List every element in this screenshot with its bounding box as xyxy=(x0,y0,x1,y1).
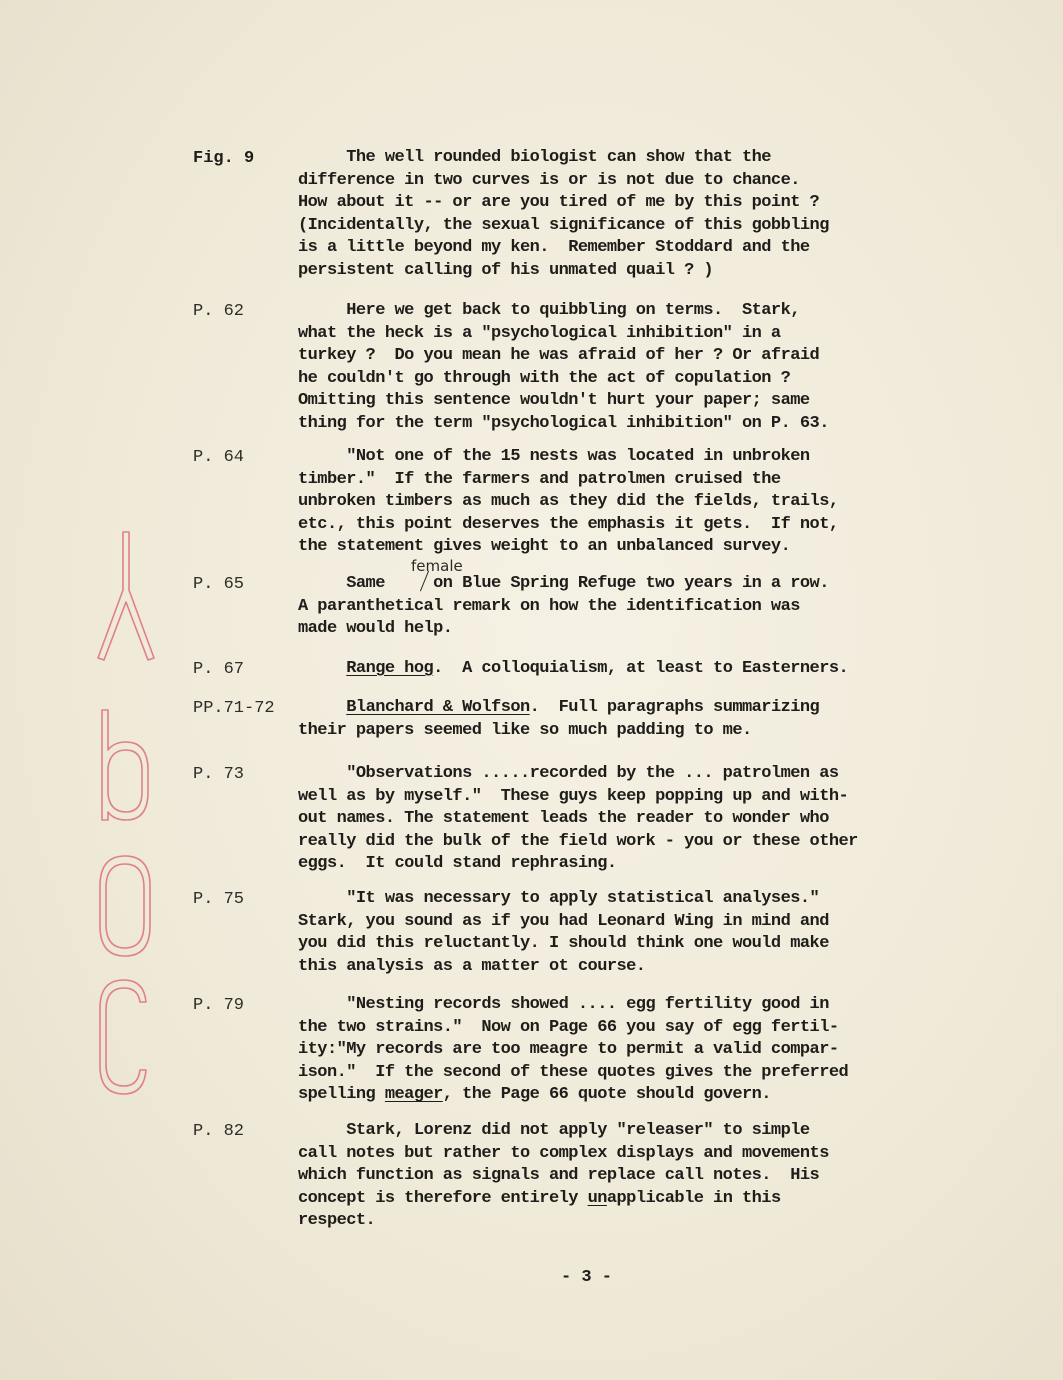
text-line: "Not one of the 15 nests was located in unbroken xyxy=(298,447,810,466)
entry-reference: PP.71-72 xyxy=(193,699,275,718)
entry-text xyxy=(298,1120,908,1233)
entry-reference: P. 67 xyxy=(193,660,245,679)
entry-reference: P. 75 xyxy=(193,890,245,909)
text-line: is a little beyond my ken. Remember Stoddard and the xyxy=(298,238,810,258)
text-fragment: . Full paragraphs summarizing xyxy=(529,698,820,717)
text-fragment: , the Page 66 quote should govern. xyxy=(442,1085,771,1105)
entry-text xyxy=(298,446,908,559)
entry-text xyxy=(298,300,908,436)
entry-reference: P. 65 xyxy=(193,575,245,594)
text-line: persistent calling of his unmated quail ? ) xyxy=(298,260,714,280)
text-line: The well rounded biologist can show that the xyxy=(298,148,771,167)
text-line: the two strains." Now on Page 66 you say of egg fertil- xyxy=(298,1017,839,1037)
text-line: which function as signals and replace call notes. His xyxy=(298,1166,820,1186)
entry-text xyxy=(298,697,908,742)
text-line: ison." If the second of these quotes gives the preferred xyxy=(298,1062,849,1082)
text-line: thing for the term "psychological inhibition" on P. 63. xyxy=(298,413,829,433)
text-line: A paranthetical remark on how the identification was xyxy=(298,596,800,616)
entry-reference: P. 62 xyxy=(193,302,245,321)
text-line: Stark, Lorenz did not apply "releaser" to simple xyxy=(298,1121,810,1140)
entry-text xyxy=(298,888,908,978)
handwritten-insertion: female xyxy=(411,557,463,575)
text-line: the statement gives weight to an unbalanced survey. xyxy=(298,537,791,557)
text-line: How about it -- or are you tired of me by this point ? xyxy=(298,193,820,213)
text-line xyxy=(298,1084,908,1107)
text-line: made would help. xyxy=(298,619,453,639)
entry-text xyxy=(298,994,908,1107)
stamp-letter-b xyxy=(102,710,148,820)
text-line: he couldn't go through with the act of copulation ? xyxy=(298,368,791,388)
text-line: Here we get back to quibbling on terms. Stark, xyxy=(298,301,800,320)
text-line: "It was necessary to apply statistical analyses." xyxy=(298,889,820,908)
entry-text xyxy=(298,763,908,876)
stamp-letter-c xyxy=(100,980,146,1094)
text-line: "Nesting records showed .... egg fertility good in xyxy=(298,995,829,1014)
text-line: well as by myself." These guys keep popping up and with- xyxy=(298,786,849,806)
text-line: Same on Blue Spring Refuge two years in a row. xyxy=(298,574,829,593)
text-line: out names. The statement leads the reader to wonder who xyxy=(298,809,829,829)
entry-text xyxy=(298,147,908,283)
text-fragment: . A colloquialism, at least to Easterners. xyxy=(433,659,849,678)
margin-stamp-letters xyxy=(96,530,156,1095)
text-line: Stark, you sound as if you had Leonard Wing in mind and xyxy=(298,911,829,931)
entry-text xyxy=(298,658,908,681)
text-line: eggs. It could stand rephrasing. xyxy=(298,854,617,874)
text-line: unbroken timbers as much as they did the fields, trails, xyxy=(298,492,839,512)
text-line: their papers seemed like so much padding to me. xyxy=(298,720,752,740)
text-line: respect. xyxy=(298,1211,376,1231)
text-line xyxy=(298,658,908,681)
stamp-letter-o xyxy=(100,856,150,956)
entry-reference: P. 73 xyxy=(193,765,245,784)
underlined-phrase: Range hog xyxy=(346,659,434,678)
underlined-word: un xyxy=(587,1188,607,1208)
text-line: call notes but rather to complex displays and movements xyxy=(298,1143,829,1163)
entry-reference: P. 64 xyxy=(193,448,245,467)
text-line: Omitting this sentence wouldn't hurt your paper; same xyxy=(298,391,810,411)
entry-text xyxy=(298,573,908,641)
entry-reference: Fig. 9 xyxy=(193,149,255,168)
text-line xyxy=(298,1188,908,1211)
text-line: (Incidentally, the sexual significance of this gobbling xyxy=(298,215,829,235)
text-line: turkey ? Do you mean he was afraid of her ? Or afraid xyxy=(298,346,820,366)
text-line: really did the bulk of the field work - you or these other xyxy=(298,831,858,851)
text-line: timber." If the farmers and patrolmen cruised the xyxy=(298,469,781,489)
entry-reference: P. 82 xyxy=(193,1122,245,1141)
entry-reference: P. 79 xyxy=(193,996,245,1015)
text-line xyxy=(298,697,908,720)
text-line: what the heck is a "psychological inhibition" in a xyxy=(298,323,781,343)
page-number: - 3 - xyxy=(560,1268,612,1287)
stamp-letter-y xyxy=(98,532,154,660)
underlined-word: meager xyxy=(384,1085,443,1105)
text-line: etc., this point deserves the emphasis it gets. If not, xyxy=(298,514,839,534)
text-line: difference in two curves is or is not due to chance. xyxy=(298,170,800,190)
text-fragment: spelling xyxy=(298,1085,385,1105)
text-line: you did this reluctantly. I should think one would make xyxy=(298,934,829,954)
text-line: ity:"My records are too meagre to permit a valid compar- xyxy=(298,1040,839,1060)
underlined-phrase: Blanchard & Wolfson xyxy=(346,698,530,717)
text-fragment: applicable in this xyxy=(606,1188,781,1208)
text-fragment: concept is therefore entirely xyxy=(298,1188,588,1208)
text-line: "Observations .....recorded by the ... patrolmen as xyxy=(298,764,839,783)
text-line: this analysis as a matter ot course. xyxy=(298,956,646,976)
